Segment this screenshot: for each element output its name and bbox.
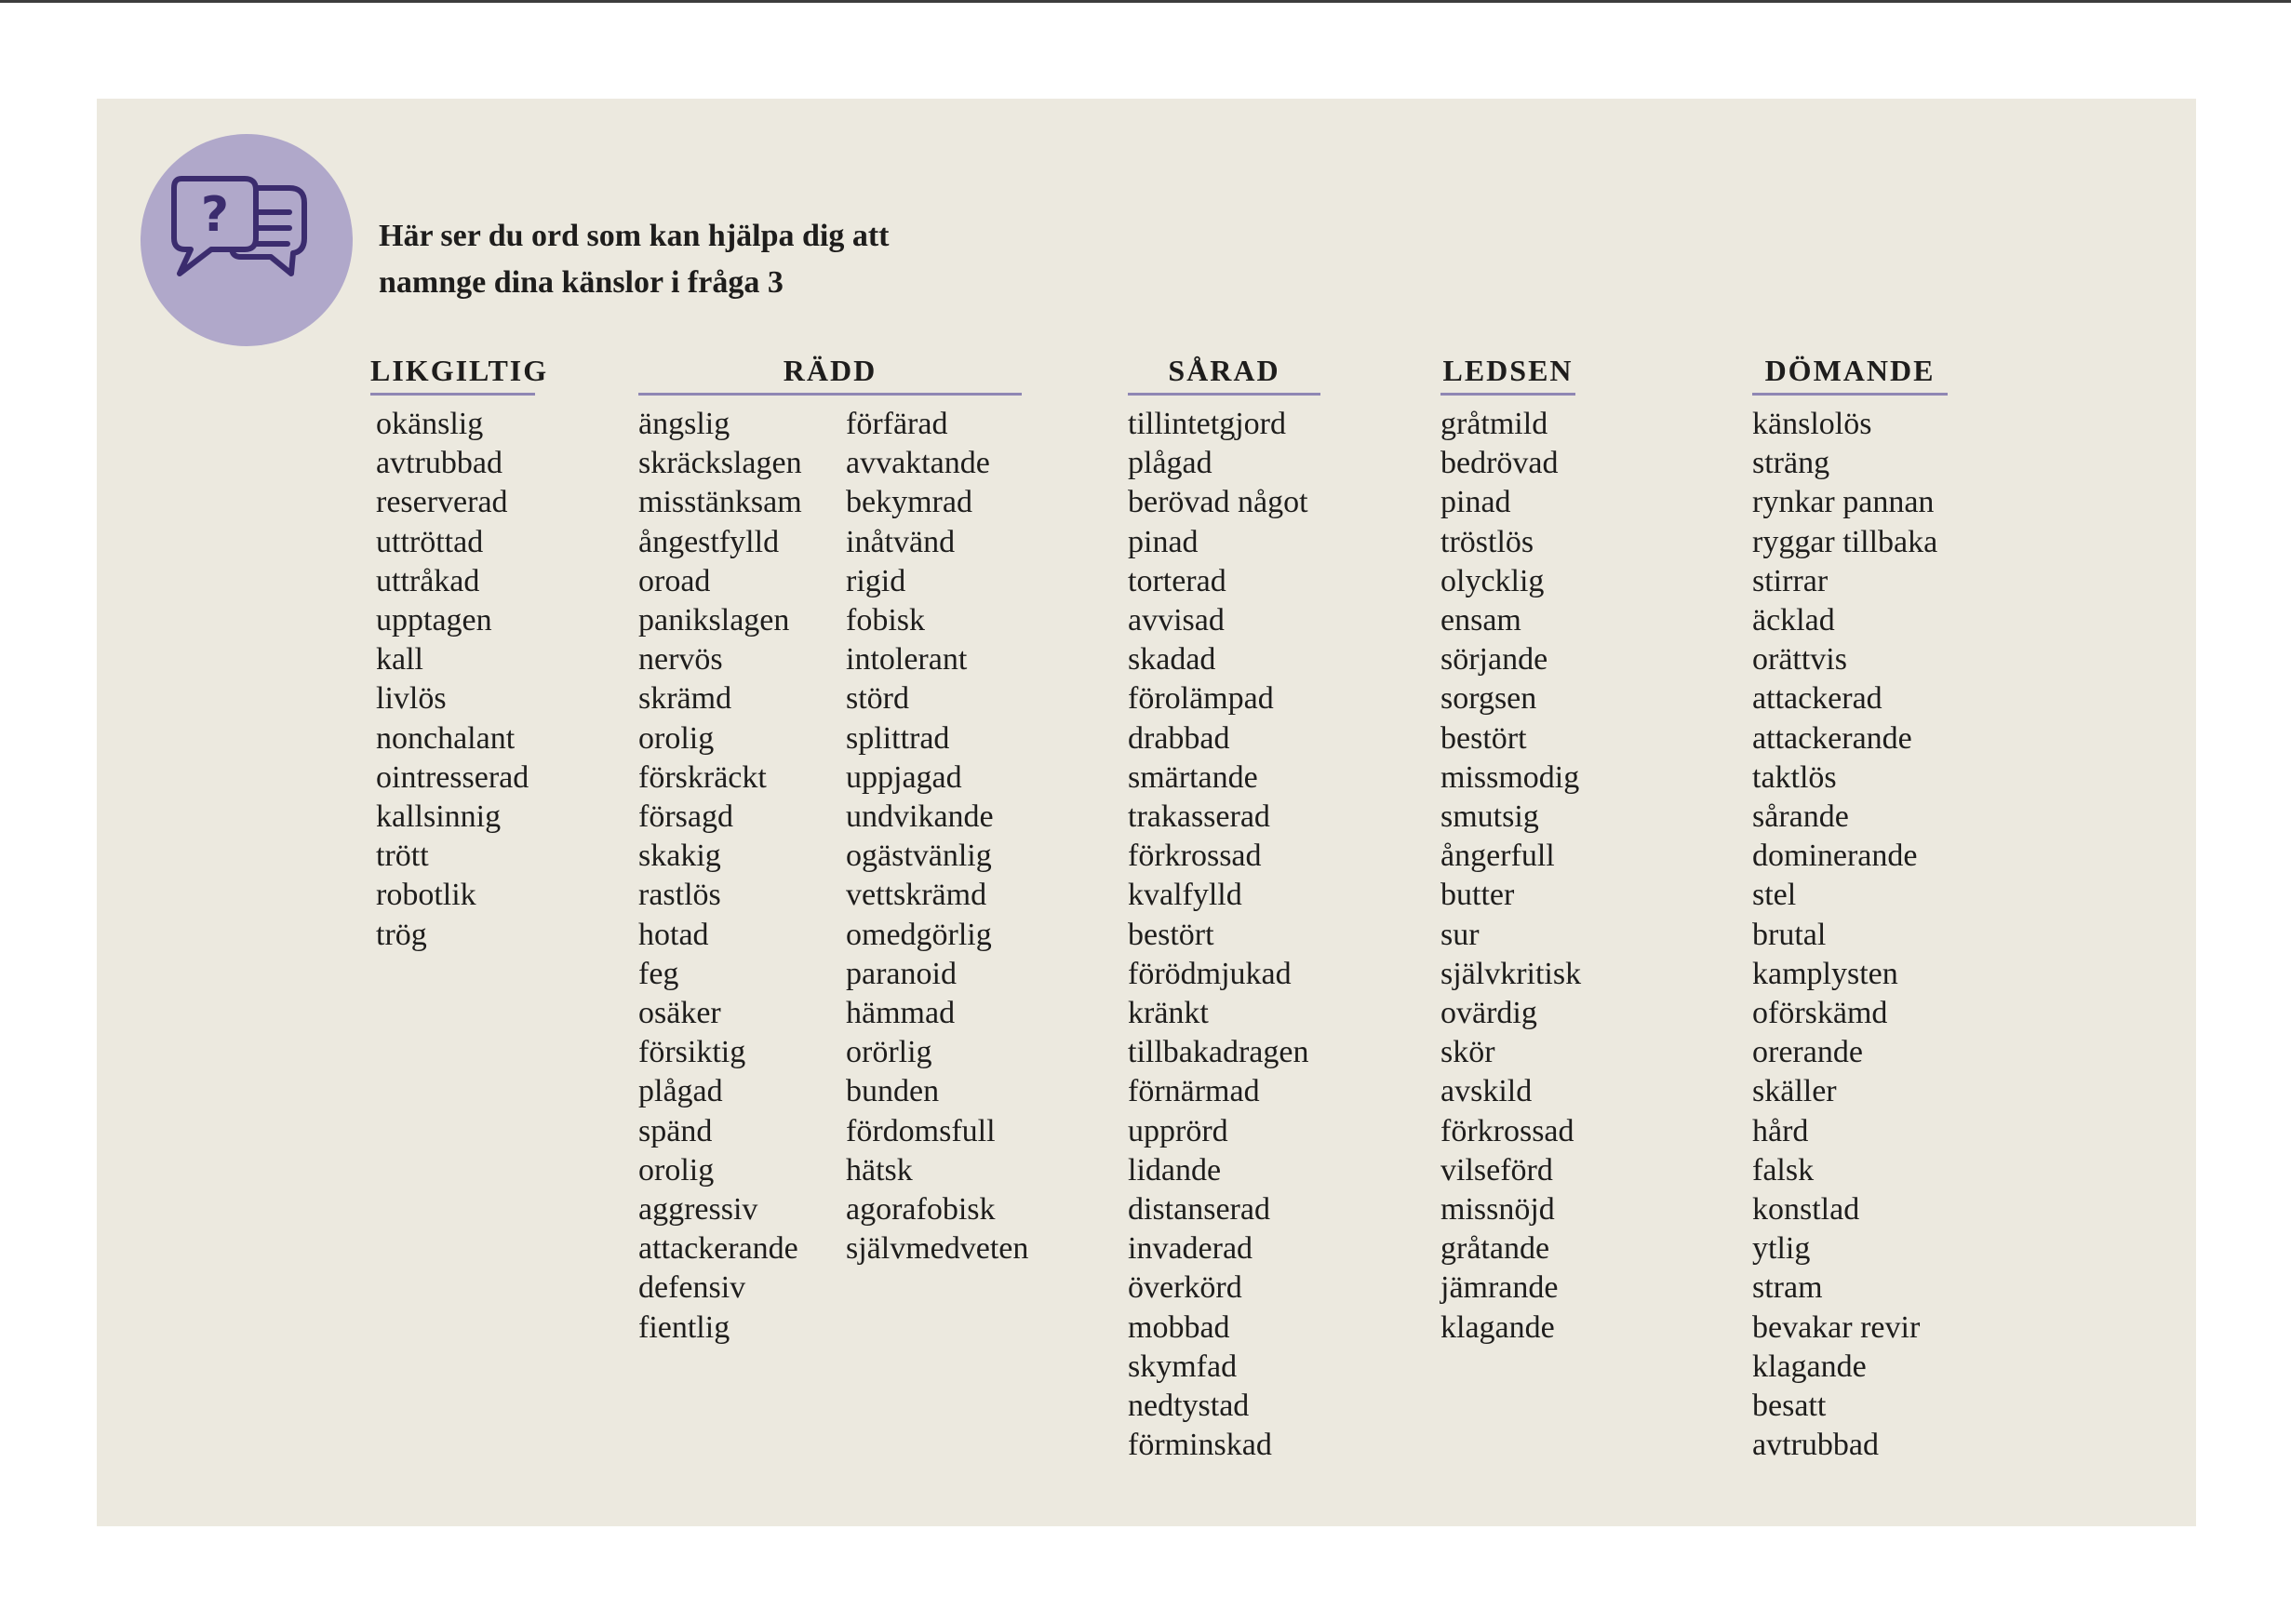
emotion-word: undvikande bbox=[846, 799, 994, 835]
emotion-word: trakasserad bbox=[1128, 799, 1270, 835]
emotion-word: orättvis bbox=[1752, 642, 1847, 678]
emotion-word: avtrubbad bbox=[1752, 1428, 1879, 1463]
word-list bbox=[638, 405, 846, 1348]
emotion-word: drabbad bbox=[1128, 720, 1230, 756]
emotion-word: förminskad bbox=[1128, 1428, 1272, 1463]
emotion-word: bestört bbox=[1128, 917, 1214, 952]
emotion-word: uttröttad bbox=[376, 524, 484, 559]
emotion-word: konstlad bbox=[1752, 1192, 1860, 1228]
emotion-word: livlös bbox=[376, 681, 447, 717]
emotion-word: tillintetgjord bbox=[1128, 407, 1286, 441]
emotion-word: sårande bbox=[1752, 799, 1849, 835]
emotion-word: upprörd bbox=[1128, 1113, 1228, 1148]
emotion-word: splittrad bbox=[846, 720, 950, 756]
emotion-word: förnärmad bbox=[1128, 1074, 1260, 1109]
emotion-word: intolerant bbox=[846, 642, 968, 678]
emotion-word: trög bbox=[376, 917, 427, 952]
emotion-word: upptagen bbox=[376, 603, 492, 638]
emotion-word: besatt bbox=[1752, 1389, 1827, 1424]
emotion-word: gråtande bbox=[1440, 1231, 1550, 1267]
emotion-word: ängslig bbox=[638, 407, 730, 441]
emotion-word: tillbakadragen bbox=[1128, 1035, 1309, 1070]
heading-underline bbox=[1128, 393, 1320, 396]
emotion-word: smärtande bbox=[1128, 759, 1258, 795]
column-heading: LIKGILTIG bbox=[370, 354, 549, 387]
word-list bbox=[1440, 405, 1581, 1348]
emotion-word: ryggar tillbaka bbox=[1752, 524, 1938, 559]
emotion-word: ångerfull bbox=[1440, 839, 1555, 874]
emotion-word: falsk bbox=[1752, 1152, 1815, 1188]
column-ledsen bbox=[1440, 352, 1581, 1348]
emotion-word: missnöjd bbox=[1440, 1192, 1555, 1228]
emotion-word: distanserad bbox=[1128, 1192, 1270, 1228]
emotion-word: smutsig bbox=[1440, 799, 1539, 835]
emotion-word: orörlig bbox=[846, 1035, 932, 1070]
emotion-word: robotlik bbox=[376, 878, 476, 913]
emotion-word: plågad bbox=[638, 1074, 723, 1109]
emotion-word: skrämd bbox=[638, 681, 732, 717]
emotion-word: osäker bbox=[638, 996, 721, 1031]
emotion-word: skäller bbox=[1752, 1074, 1837, 1109]
emotion-word: förkrossad bbox=[1128, 839, 1262, 874]
emotion-word: bestört bbox=[1440, 720, 1527, 756]
emotion-word: känslolös bbox=[1752, 407, 1872, 441]
emotion-word: kränkt bbox=[1128, 996, 1209, 1031]
speech-bubbles-question-icon bbox=[141, 134, 353, 346]
emotion-word: bekymrad bbox=[846, 485, 972, 520]
emotion-word: sträng bbox=[1752, 446, 1830, 481]
emotion-word: aggressiv bbox=[638, 1192, 758, 1228]
column-sarad bbox=[1128, 352, 1320, 1465]
emotion-word: tröstlös bbox=[1440, 524, 1534, 559]
emotion-word: avvaktande bbox=[846, 446, 990, 481]
intro-text bbox=[379, 213, 1030, 306]
column-heading: LEDSEN bbox=[1442, 354, 1574, 387]
emotion-word: störd bbox=[846, 681, 909, 717]
word-list bbox=[1752, 405, 1937, 1465]
emotion-word: panikslagen bbox=[638, 603, 790, 638]
column-domande bbox=[1752, 352, 1948, 1465]
emotion-word: defensiv bbox=[638, 1270, 746, 1306]
emotion-word: pinad bbox=[1440, 485, 1511, 520]
emotion-word: sur bbox=[1440, 917, 1480, 952]
emotion-word: ointresserad bbox=[376, 759, 529, 795]
emotion-word: försiktig bbox=[638, 1035, 746, 1070]
emotion-word: mobbad bbox=[1128, 1309, 1230, 1345]
emotion-word: överkörd bbox=[1128, 1270, 1242, 1306]
emotion-word: fientlig bbox=[638, 1309, 730, 1345]
emotion-word: rynkar pannan bbox=[1752, 485, 1935, 520]
emotion-word: ovärdig bbox=[1440, 996, 1537, 1031]
emotion-word: ytlig bbox=[1752, 1231, 1811, 1267]
icon-badge bbox=[141, 134, 353, 346]
emotion-word: skymfad bbox=[1128, 1349, 1238, 1384]
emotion-word: vilseförd bbox=[1440, 1152, 1553, 1188]
emotion-word: förfärad bbox=[846, 407, 948, 441]
emotion-word: orolig bbox=[638, 720, 715, 756]
emotion-word: kamplysten bbox=[1752, 956, 1898, 991]
emotion-word: förskräckt bbox=[638, 759, 767, 795]
heading-underline bbox=[638, 393, 1022, 396]
emotion-word: gråtmild bbox=[1440, 407, 1548, 441]
emotion-word: inåtvänd bbox=[846, 524, 956, 559]
emotion-word: misstänksam bbox=[638, 485, 802, 520]
emotion-word: missmodig bbox=[1440, 759, 1580, 795]
emotion-word: oförskämd bbox=[1752, 996, 1888, 1031]
word-list bbox=[376, 405, 529, 955]
emotion-word: rastlös bbox=[638, 878, 721, 913]
emotion-word: sorgsen bbox=[1440, 681, 1537, 717]
column-heading: DÖMANDE bbox=[1764, 354, 1936, 387]
emotion-word: rigid bbox=[846, 563, 906, 598]
emotion-word: attackerande bbox=[1752, 720, 1912, 756]
emotion-word: orolig bbox=[638, 1152, 715, 1188]
emotion-word: nervös bbox=[638, 642, 723, 678]
emotion-word: kall bbox=[376, 642, 423, 678]
heading-underline bbox=[1752, 393, 1948, 396]
emotion-word: nonchalant bbox=[376, 720, 516, 756]
emotion-word: bunden bbox=[846, 1074, 940, 1109]
emotion-word: butter bbox=[1440, 878, 1515, 913]
top-rule bbox=[0, 0, 2291, 3]
emotion-word: torterad bbox=[1128, 563, 1226, 598]
emotion-word: orerande bbox=[1752, 1035, 1863, 1070]
word-list bbox=[846, 405, 1028, 1348]
column-heading: RÄDD bbox=[783, 354, 878, 387]
emotion-word: klagande bbox=[1440, 1309, 1555, 1345]
intro-line-1: Här ser du ord som kan hjälpa dig att bbox=[379, 219, 890, 253]
emotion-word: kvalfylld bbox=[1128, 878, 1242, 913]
emotion-word: paranoid bbox=[846, 956, 957, 991]
emotion-word: avskild bbox=[1440, 1074, 1533, 1109]
emotion-word: olycklig bbox=[1440, 563, 1545, 598]
emotion-word: avvisad bbox=[1128, 603, 1225, 638]
emotion-word: äcklad bbox=[1752, 603, 1835, 638]
emotion-word: förkrossad bbox=[1440, 1113, 1574, 1148]
emotion-word: plågad bbox=[1128, 446, 1212, 481]
column-radd bbox=[638, 352, 1028, 1348]
emotion-word: bedrövad bbox=[1440, 446, 1559, 481]
emotion-word: fördomsfull bbox=[846, 1113, 996, 1148]
emotion-word: kallsinnig bbox=[376, 799, 502, 835]
emotion-word: skräckslagen bbox=[638, 446, 802, 481]
emotion-word: feg bbox=[638, 956, 679, 991]
emotion-word: skadad bbox=[1128, 642, 1216, 678]
column-heading: SÅRAD bbox=[1168, 354, 1280, 387]
emotion-word: okänslig bbox=[376, 407, 484, 441]
svg-text:?: ? bbox=[200, 187, 230, 243]
emotion-word: hotad bbox=[638, 917, 709, 952]
emotion-word: jämrande bbox=[1440, 1270, 1559, 1306]
emotion-word: lidande bbox=[1128, 1152, 1222, 1188]
emotion-word: agorafobisk bbox=[846, 1192, 996, 1228]
emotion-word: stirrar bbox=[1752, 563, 1829, 598]
emotion-word: avtrubbad bbox=[376, 446, 502, 481]
emotion-word: taktlös bbox=[1752, 759, 1837, 795]
emotion-word: trött bbox=[376, 839, 429, 874]
emotion-word: brutal bbox=[1752, 917, 1827, 952]
emotion-word: attackerande bbox=[638, 1231, 798, 1267]
emotion-word: attackerad bbox=[1752, 681, 1882, 717]
emotion-word: pinad bbox=[1128, 524, 1199, 559]
emotion-word: dominerande bbox=[1752, 839, 1918, 874]
emotion-word: uttråkad bbox=[376, 563, 480, 598]
emotion-word: hämmad bbox=[846, 996, 956, 1031]
emotion-word: ångestfylld bbox=[638, 524, 780, 559]
emotion-word: uppjagad bbox=[846, 759, 962, 795]
emotion-word: stel bbox=[1752, 878, 1797, 913]
emotion-word: självmedveten bbox=[846, 1231, 1029, 1267]
emotion-word: sörjande bbox=[1440, 642, 1548, 678]
emotion-word: skakig bbox=[638, 839, 721, 874]
emotion-word: omedgörlig bbox=[846, 917, 992, 952]
emotion-word: ensam bbox=[1440, 603, 1521, 638]
heading-underline bbox=[1440, 393, 1575, 396]
intro-line-2: namnge dina känslor i fråga 3 bbox=[379, 265, 784, 300]
emotion-word: oroad bbox=[638, 563, 711, 598]
word-list bbox=[1128, 405, 1308, 1465]
emotion-word: bevakar revir bbox=[1752, 1309, 1921, 1345]
emotion-word: invaderad bbox=[1128, 1231, 1253, 1267]
emotion-word: berövad något bbox=[1128, 485, 1308, 520]
emotion-word: reserverad bbox=[376, 485, 508, 520]
heading-underline bbox=[370, 393, 535, 396]
emotion-word: förödmjukad bbox=[1128, 956, 1292, 991]
emotion-word: vettskrämd bbox=[846, 878, 987, 913]
emotion-word: klagande bbox=[1752, 1349, 1867, 1384]
emotion-word: ogästvänlig bbox=[846, 839, 992, 874]
emotion-word: hätsk bbox=[846, 1152, 913, 1188]
emotion-word: fobisk bbox=[846, 603, 925, 638]
emotion-word: stram bbox=[1752, 1270, 1823, 1306]
emotion-word: hård bbox=[1752, 1113, 1809, 1148]
emotion-word: nedtystad bbox=[1128, 1389, 1250, 1424]
emotion-word: självkritisk bbox=[1440, 956, 1582, 991]
emotion-word: spänd bbox=[638, 1113, 713, 1148]
emotion-word: förolämpad bbox=[1128, 681, 1274, 717]
emotion-word: skör bbox=[1440, 1035, 1495, 1070]
column-likgiltig bbox=[370, 352, 549, 955]
emotion-word: försagd bbox=[638, 799, 733, 835]
